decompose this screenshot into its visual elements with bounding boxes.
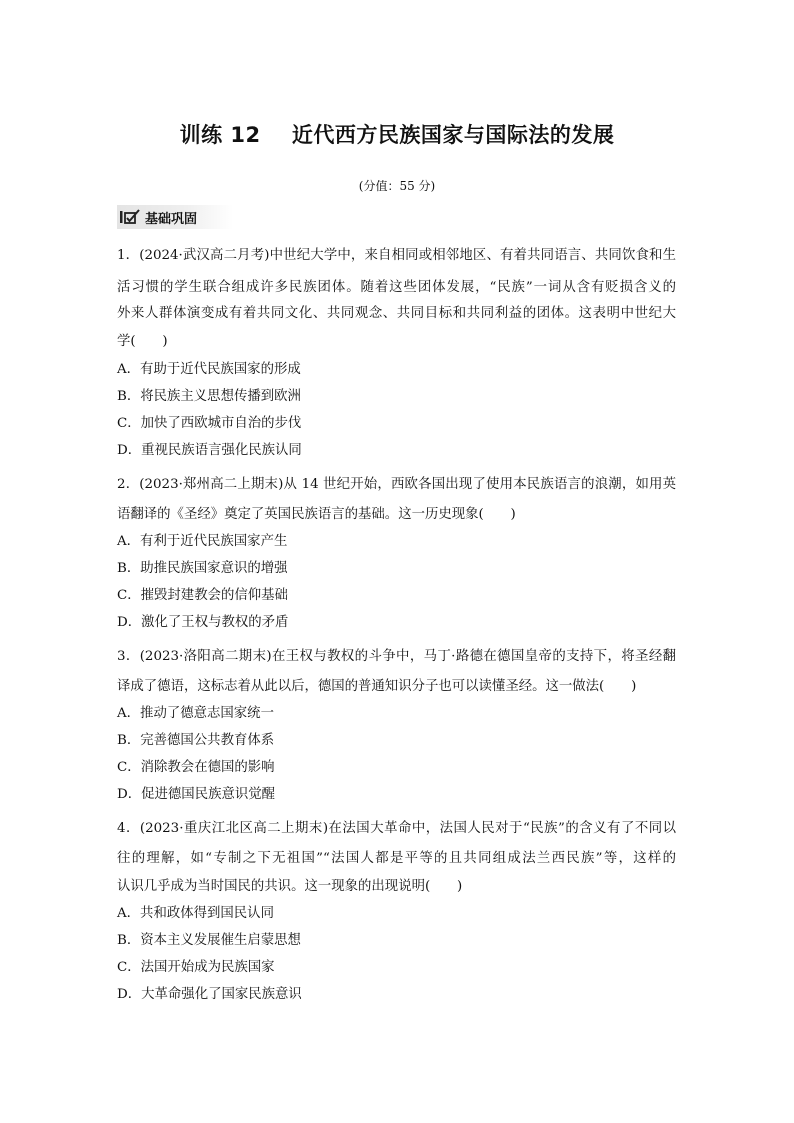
option-a: A．有助于近代民族国家的形成 [117, 362, 301, 377]
option-a: A．有利于近代民族国家产生 [117, 534, 288, 549]
page-title: 训练 12 近代西方民族国家与国际法的发展 [179, 123, 615, 147]
question-stem-line: 语翻译的《圣经》奠定了英国民族语言的基础。这一历史现象( ) [117, 507, 516, 522]
section-header [117, 205, 233, 229]
score-info: (分值：55 分) [358, 179, 436, 193]
option-d: D．激化了王权与教权的矛盾 [117, 615, 289, 630]
question-stem-line: 3．(2023·洛阳高二期末)在王权与教权的斗争中，马丁·路德在德国皇帝的支持下，将圣经翻 [117, 649, 676, 664]
option-c: C．消除教会在德国的影响 [117, 760, 275, 775]
question-stem-line: 学( ) [117, 334, 168, 349]
question-stem-line: 1．(2024·武汉高二月考)中世纪大学中，来自相同或相邻地区、有着共同语言、共同饮食和生 [117, 248, 676, 263]
question-stem-line: 认识几乎成为当时国民的共识。这一现象的出现说明( ) [117, 879, 463, 894]
option-a: A．共和政体得到国民认同 [117, 906, 274, 921]
option-c: C．加快了西欧城市自治的步伐 [117, 416, 302, 431]
option-d: D．促进德国民族意识觉醒 [117, 787, 276, 802]
question-stem-line: 4．(2023·重庆江北区高二上期末)在法国大革命中，法国人民对于“民族”的含义有了不同以 [117, 821, 676, 836]
option-b: B．完善德国公共教育体系 [117, 733, 275, 748]
option-c: C．摧毁封建教会的信仰基础 [117, 588, 288, 603]
option-a: A．推动了德意志国家统一 [117, 706, 274, 721]
question-stem-line: 译成了德语，这标志着从此以后，德国的普通知识分子也可以读懂圣经。这一做法( ) [117, 679, 637, 694]
option-d: D．大革命强化了国家民族意识 [117, 987, 302, 1002]
option-b: B．助推民族国家意识的增强 [117, 561, 288, 576]
option-b: B．资本主义发展催生启蒙思想 [117, 933, 301, 948]
option-b: B．将民族主义思想传播到欧洲 [117, 389, 301, 404]
question-stem-line: 往的理解，如“专制之下无祖国”“法国人都是平等的且共同组成法兰西民族”等，这样的 [117, 851, 676, 866]
question-stem-line: 2．(2023·郑州高二上期末)从 14 世纪开始，西欧各国出现了使用本民族语言的浪潮，如用英 [117, 477, 676, 492]
checkbox-pencil-icon [119, 208, 141, 226]
question-stem-line: 外来人群体演变成有着共同文化、共同观念、共同目标和共同利益的团体。这表明中世纪大 [117, 306, 676, 321]
section-label: 基础巩固 [145, 211, 198, 227]
option-d: D．重视民族语言强化民族认同 [117, 443, 302, 458]
option-c: C．法国开始成为民族国家 [117, 960, 275, 975]
question-stem-line: 活习惯的学生联合组成许多民族团体。随着这些团体发展，“民族”一词从含有贬损含义的 [117, 280, 676, 295]
